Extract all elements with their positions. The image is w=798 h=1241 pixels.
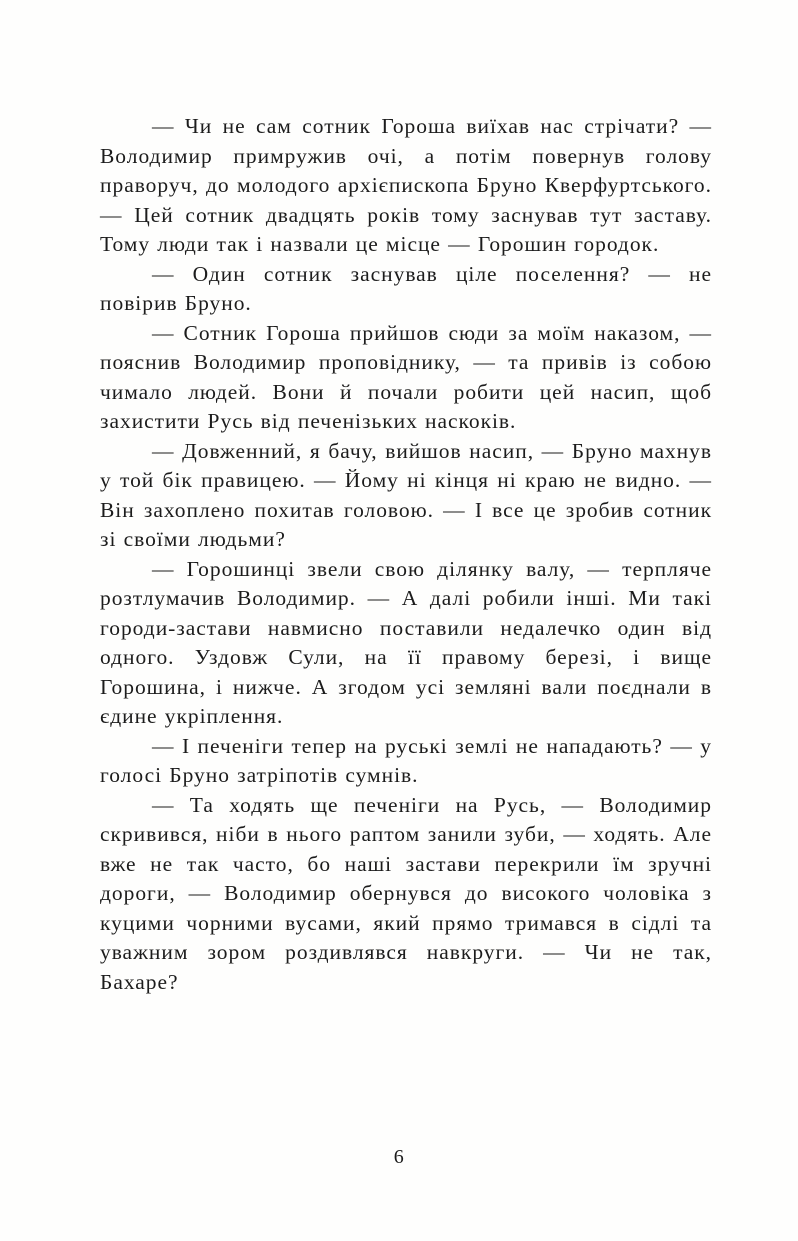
paragraph: — Чи не сам сотник Гороша виїхав нас стрічати? — Володимир примружив очі, а потім повернув голову праворуч, до молодого архієпископа Бруно Кверфуртського. — Цей сотник двадцять років тому заснував тут заставу. Тому люди так і назвали це місце — Горошин городок. xyxy=(100,114,712,256)
paragraph: — Сотник Гороша прийшов сюди за моїм наказом, — пояснив Володимир проповіднику, — та привів із собою чимало людей. Вони й почали робити цей насип, щоб захистити Русь від печенізьких наскоків. xyxy=(100,320,712,433)
paragraph: — І печеніги тепер на руські землі не нападають? — у голосі Бруно затріпотів сумнів. xyxy=(100,733,712,787)
paragraph: — Та ходять ще печеніги на Русь, — Володимир скривився, ніби в нього раптом занили зуби, — ходять. Але вже не так часто, бо наші застави перекрили їм зручні дороги, — Володимир обернувся до високого чоловіка з куцими чорними вусами, який прямо тримався в сідлі та уважним зором роздивлявся навкруги. — Чи не так, Бахаре? xyxy=(100,792,712,994)
page-text xyxy=(100,112,712,997)
page-number: 6 xyxy=(393,1146,405,1168)
paragraph: — Горошинці звели свою ділянку валу, — терпляче розтлумачив Володимир. — А далі робили інші. Ми такі городи-застави навмисно поставили недалечко один від одного. Уздовж Сули, на її правому березі, і вище Горошина, і нижче. А згодом усі земляні вали поєднали в єдине укріплення. xyxy=(100,556,712,728)
paragraph: — Довженний, я бачу, вийшов насип, — Бруно махнув у той бік правицею. — Йому ні кінця ні краю не видно. — Він захоплено похитав головою. — І все це зробив сотник зі своїми людьми? xyxy=(100,438,712,551)
paragraph: — Один сотник заснував ціле поселення? — не повірив Бруно. xyxy=(100,261,712,315)
